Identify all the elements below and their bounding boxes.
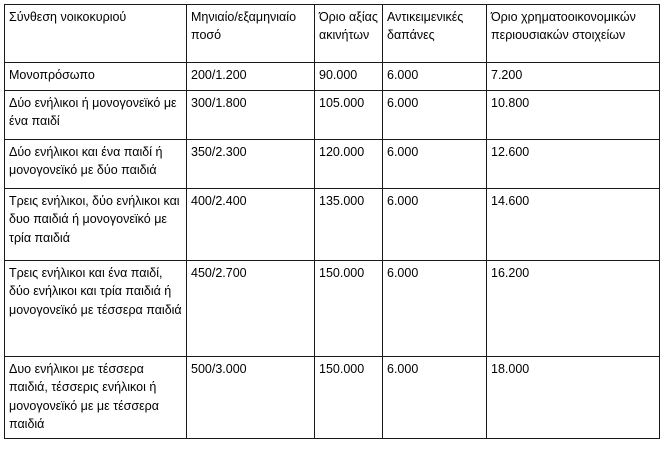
- cell-household-composition: Δύο ενήλικοι και ένα παιδί ή μονογονεϊκό με δύο παιδιά: [5, 140, 187, 189]
- cell-financial-assets-limit: 10.800: [487, 91, 660, 140]
- cell-property-limit: 105.000: [315, 91, 383, 140]
- cell-financial-assets-limit: 7.200: [487, 63, 660, 91]
- cell-amount: 200/1.200: [187, 63, 315, 91]
- cell-objective-expenses: 6.000: [383, 140, 487, 189]
- cell-household-composition: Δυο ενήλικοι με τέσσερα παιδιά, τέσσερις ενήλικοι ή μονογονεϊκό με με τέσσερα παιδιά: [5, 357, 187, 439]
- header-property-value-limit: Όριο αξίας ακινήτων: [315, 5, 383, 63]
- table-row: [5, 63, 660, 91]
- cell-financial-assets-limit: 12.600: [487, 140, 660, 189]
- eligibility-table-container: [4, 4, 660, 439]
- cell-household-composition: Τρεις ενήλικοι και ένα παιδί, δύο ενήλικοι και τρία παιδιά ή μονογονεϊκό με τέσσερα παιδιά: [5, 261, 187, 357]
- cell-property-limit: 120.000: [315, 140, 383, 189]
- cell-financial-assets-limit: 18.000: [487, 357, 660, 439]
- cell-amount: 350/2.300: [187, 140, 315, 189]
- table-row: [5, 140, 660, 189]
- cell-household-composition: Τρεις ενήλικοι, δύο ενήλικοι και δυο παιδιά ή μονογονεϊκό με τρία παιδιά: [5, 189, 187, 261]
- eligibility-table: [4, 4, 660, 439]
- table-row: [5, 261, 660, 357]
- cell-objective-expenses: 6.000: [383, 189, 487, 261]
- cell-amount: 400/2.400: [187, 189, 315, 261]
- cell-property-limit: 150.000: [315, 357, 383, 439]
- table-header-row: [5, 5, 660, 63]
- cell-amount: 450/2.700: [187, 261, 315, 357]
- header-household-composition: Σύνθεση νοικοκυριού: [5, 5, 187, 63]
- table-row: [5, 91, 660, 140]
- cell-household-composition: Μονοπρόσωπο: [5, 63, 187, 91]
- cell-financial-assets-limit: 14.600: [487, 189, 660, 261]
- cell-household-composition: Δύο ενήλικοι ή μονογονεϊκό με ένα παιδί: [5, 91, 187, 140]
- cell-property-limit: 90.000: [315, 63, 383, 91]
- cell-objective-expenses: 6.000: [383, 63, 487, 91]
- cell-property-limit: 135.000: [315, 189, 383, 261]
- cell-objective-expenses: 6.000: [383, 357, 487, 439]
- table-row: [5, 357, 660, 439]
- table-row: [5, 189, 660, 261]
- header-monthly-semiannual-amount: Μηνιαίο/εξαμηνιαίο ποσό: [187, 5, 315, 63]
- cell-objective-expenses: 6.000: [383, 261, 487, 357]
- header-financial-assets-limit: Όριο χρηματοοικονομικών περιουσιακών στοιχείων: [487, 5, 660, 63]
- cell-objective-expenses: 6.000: [383, 91, 487, 140]
- cell-amount: 500/3.000: [187, 357, 315, 439]
- header-objective-expenses: Αντικειμενικές δαπάνες: [383, 5, 487, 63]
- cell-financial-assets-limit: 16.200: [487, 261, 660, 357]
- cell-amount: 300/1.800: [187, 91, 315, 140]
- cell-property-limit: 150.000: [315, 261, 383, 357]
